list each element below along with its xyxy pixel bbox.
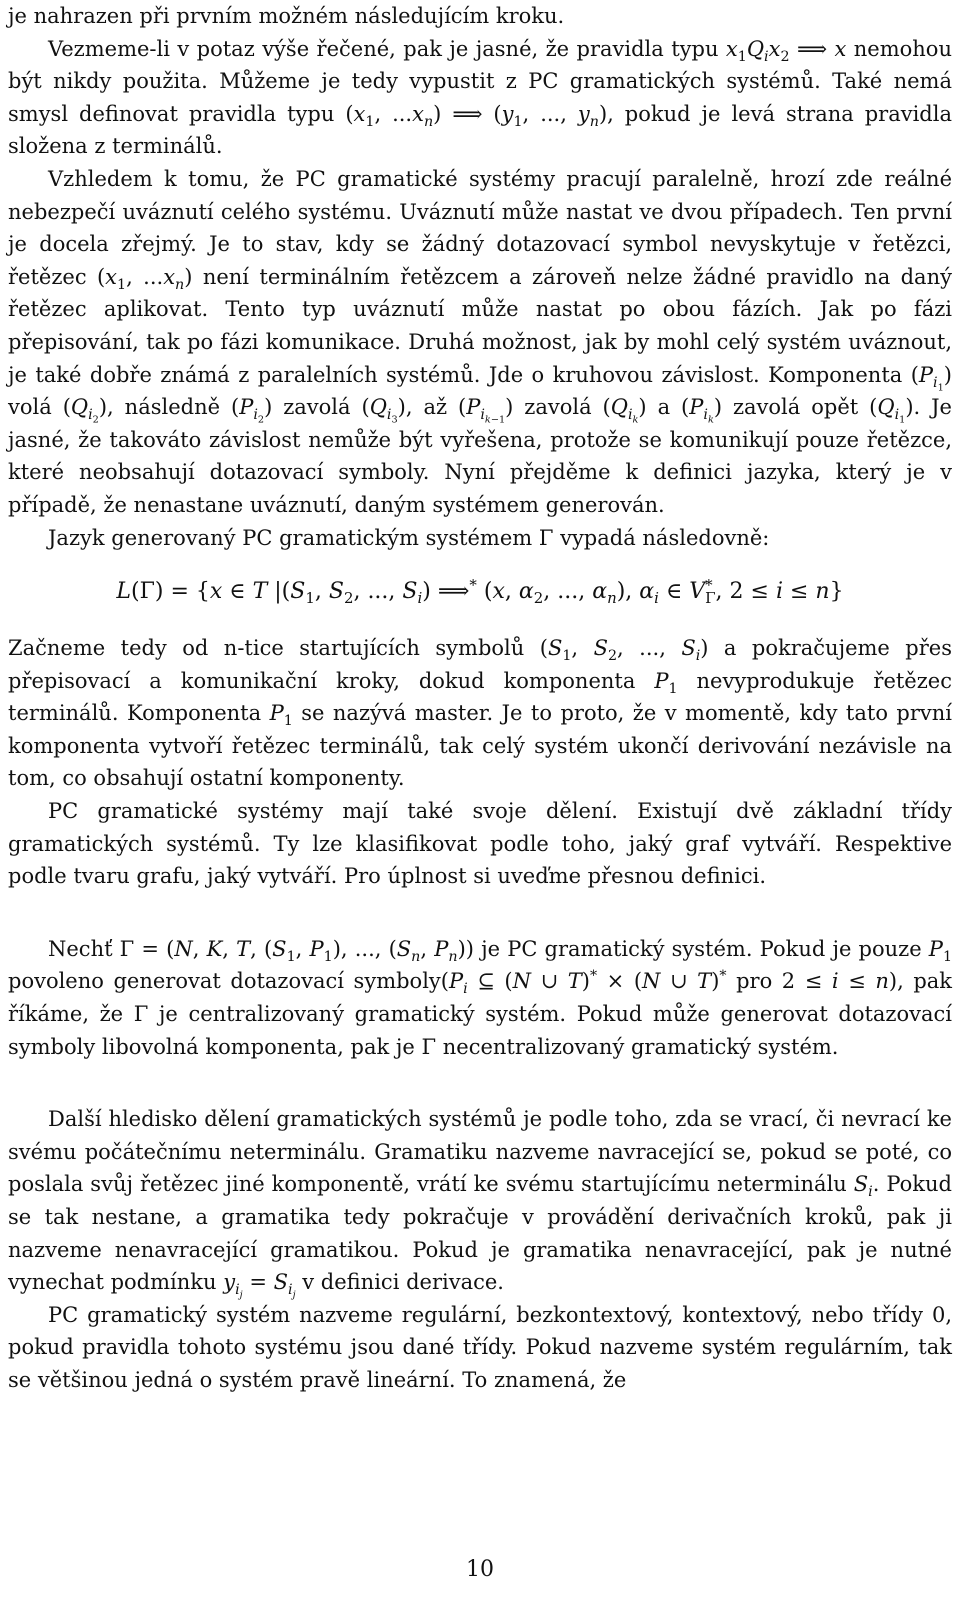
paragraph-5: Začneme tedy od n-tice startujících symbolů ($S_1$, $S_2$, ..., $S_i$) a pokračujeme přes přepisovací a komunikační kroky, dokud komponenta $P_1$ nevyprodukuje řetězec terminálů. Komponenta $P_1$ se nazývá master. Je to proto, že v momentě, kdy tato první komponenta vytvoří řetězec terminálů, tak celý systém ukončí derivování nezávisle na tom, co obsahují ostatní komponenty. (8, 636, 952, 791)
language-equation: L(Γ) = {x ∈ T $|(S_1$, $S_2$, ..., $S_i$) ⟹* (x, $\alpha_2$, ..., $\alpha_n$), $\alpha_i$ ∈ $V^*_\Gamma$, 2 ≤ i ≤ n} (116, 575, 844, 608)
page-body (8, 0, 952, 1397)
paragraph-9: PC gramatický systém nazveme regulární, bezkontextový, kontextový, nebo třídy 0, pokud pravidla tohoto systému jsou dané třídy. Pokud nazveme systém regulárním, tak se většinou jedná o systém pravě lineární. To znamená, že (8, 1302, 952, 1392)
definition-paragraph: Nechť Γ = (N, K, T, ($S_1$, $P_1$), ..., ($S_n$, $P_n$)) je PC gramatický systém. Pokud je pouze $P_1$ povoleno generovat dotazovací $symboly(P_i$ ⊆ (N ∪ T)* × (N ∪ T)* pro 2 ≤ i ≤ n), pak říkáme, že Γ je centralizovaný gramatický systém. Pokud může generovat dotazovací symboly libovolná komponenta, pak je Γ necentralizovaný gramatický systém. (8, 936, 953, 1059)
page-number: 10 (466, 1557, 494, 1582)
paragraph-8: Další hledisko dělení gramatických systémů je podle toho, zda se vrací, či nevrací ke svému počátečnímu neterminálu. Gramatiku nazveme navracející se, pokud se poté, co poslala svůj řetězec jiné komponentě, vrátí ke svému startujícímu neterminálu $S_i$. Pokud se tak nestane, a gramatika tedy pokračuje v provádění derivačních kroků, pak ji nazveme nenavracející gramatikou. Pokud je gramatika nenavracející, pak je nutné vynechat podmínku $y_{i_j} = S_{i_j}$ v definici derivace. (8, 1107, 952, 1301)
paragraph-1: je nahrazen při prvním možném následujícím kroku. (8, 4, 565, 28)
paragraph-2: Vezmeme-li v potaz výše řečené, pak je jasné, že pravidla typu $x_1Q_ix_2$ ⟹ x nemohou být nikdy použita. Můžeme je tedy vypustit z PC gramatických systémů. Také nemá smysl definovat pravidla typu ($x_1$, $...x_n$) ⟹ ($y_1$, ..., $y_n$), pokud je levá strana pravidla složena z terminálů. (8, 36, 952, 159)
paragraph-3: Vzhledem k tomu, že PC gramatické systémy pracují paralelně, hrozí zde reálné nebezpečí uváznutí celého systému. Uváznutí může nastat ve dvou případech. Ten první je docela zřejmý. Je to stav, kdy se žádný dotazovací symbol nevyskytuje v řetězci, řetězec ($x_1$, $...x_n$) není terminálním řetězcem a zároveň nelze žádné pravidlo na daný řetězec aplikovat. Tento typ uváznutí může nastat po obou fázích. Jak po fázi přepisování, tak po fázi komunikace. Druhá možnost, jak by mohl celý systém uváznout, je také dobře známá z paralelních systémů. Jde o kruhovou závislost. Komponenta $(P_{i_1})$ volá $(Q_{i_2})$, následně $(P_{i_2})$ zavolá $(Q_{i_3})$, až $(P_{i_{k-1}})$ zavolá $(Q_{i_k})$ a $(P_{i_k})$ zavolá opět $(Q_{i_1})$. Je jasné, že takováto závislost nemůže být vyřešena, protože se komunikují pouze řetězce, které neobsahují dotazovací symboly. Nyní přejděme k definici jazyka, který je v případě, že nenastane uváznutí, daným systémem generován. (8, 166, 952, 517)
paragraph-6: PC gramatické systémy mají také svoje dělení. Existují dvě základní třídy gramatických systémů. Ty lze klasifikovat podle toho, jaký graf vytváří. Respektive podle tvaru grafu, jaký vytváří. Pro úplnost si uveďme přesnou definici. (8, 799, 952, 889)
paragraph-4: Jazyk generovaný PC gramatickým systémem Γ vypadá následovně: (48, 525, 770, 550)
